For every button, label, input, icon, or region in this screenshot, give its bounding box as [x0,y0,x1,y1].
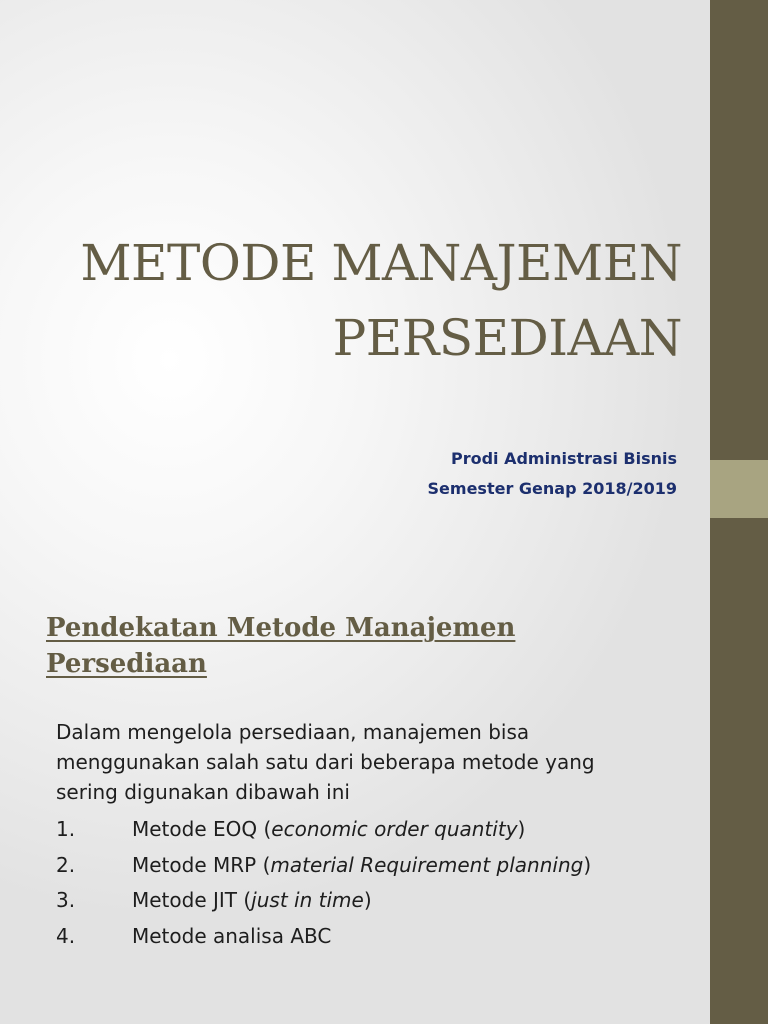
subtitle-program: Prodi Administrasi Bisnis [450,449,677,468]
list-item-prefix: Metode MRP ( [132,852,271,877]
list-item-emphasis: economic order quantity [271,817,518,841]
list-item-prefix: Metode JIT ( [132,888,252,912]
list-item-emphasis: just in time [251,888,364,912]
slide-subtitle [300,444,677,504]
list-item-number: 3. [56,888,76,912]
intro-line: Dalam mengelola persediaan, manajemen bisa [56,720,530,744]
list-item [56,814,696,850]
list-item-number: 4. [56,923,76,948]
section-heading-line-2: Persediaan [46,649,207,679]
title-line-2: PERSEDIAAN [332,309,682,367]
list-item [56,921,696,957]
method-list [56,814,696,956]
intro-line: sering digunakan dibawah ini [56,780,350,804]
list-item-number: 2. [56,852,76,877]
list-item [56,850,696,886]
slide-title [40,226,682,376]
title-line-1: METODE MANAJEMEN [80,234,682,292]
list-item-suffix: ) [517,817,526,841]
list-item-suffix: ) [583,852,592,877]
section-heading-line-1: Pendekatan Metode Manajemen [46,613,516,643]
section-heading [46,610,666,682]
subtitle-semester: Semester Genap 2018/2019 [427,479,677,498]
intro-line: menggunakan salah satu dari beberapa metode yang [56,750,595,774]
list-item-emphasis: material Requirement planning [270,852,584,877]
list-item-number: 1. [56,817,76,841]
list-item [56,885,696,921]
side-bar-accent [710,460,768,518]
list-item-prefix: Metode EOQ ( [132,817,272,841]
list-item-suffix: ) [363,888,372,912]
list-item-prefix: Metode analisa ABC [132,923,332,948]
intro-paragraph [56,717,656,807]
